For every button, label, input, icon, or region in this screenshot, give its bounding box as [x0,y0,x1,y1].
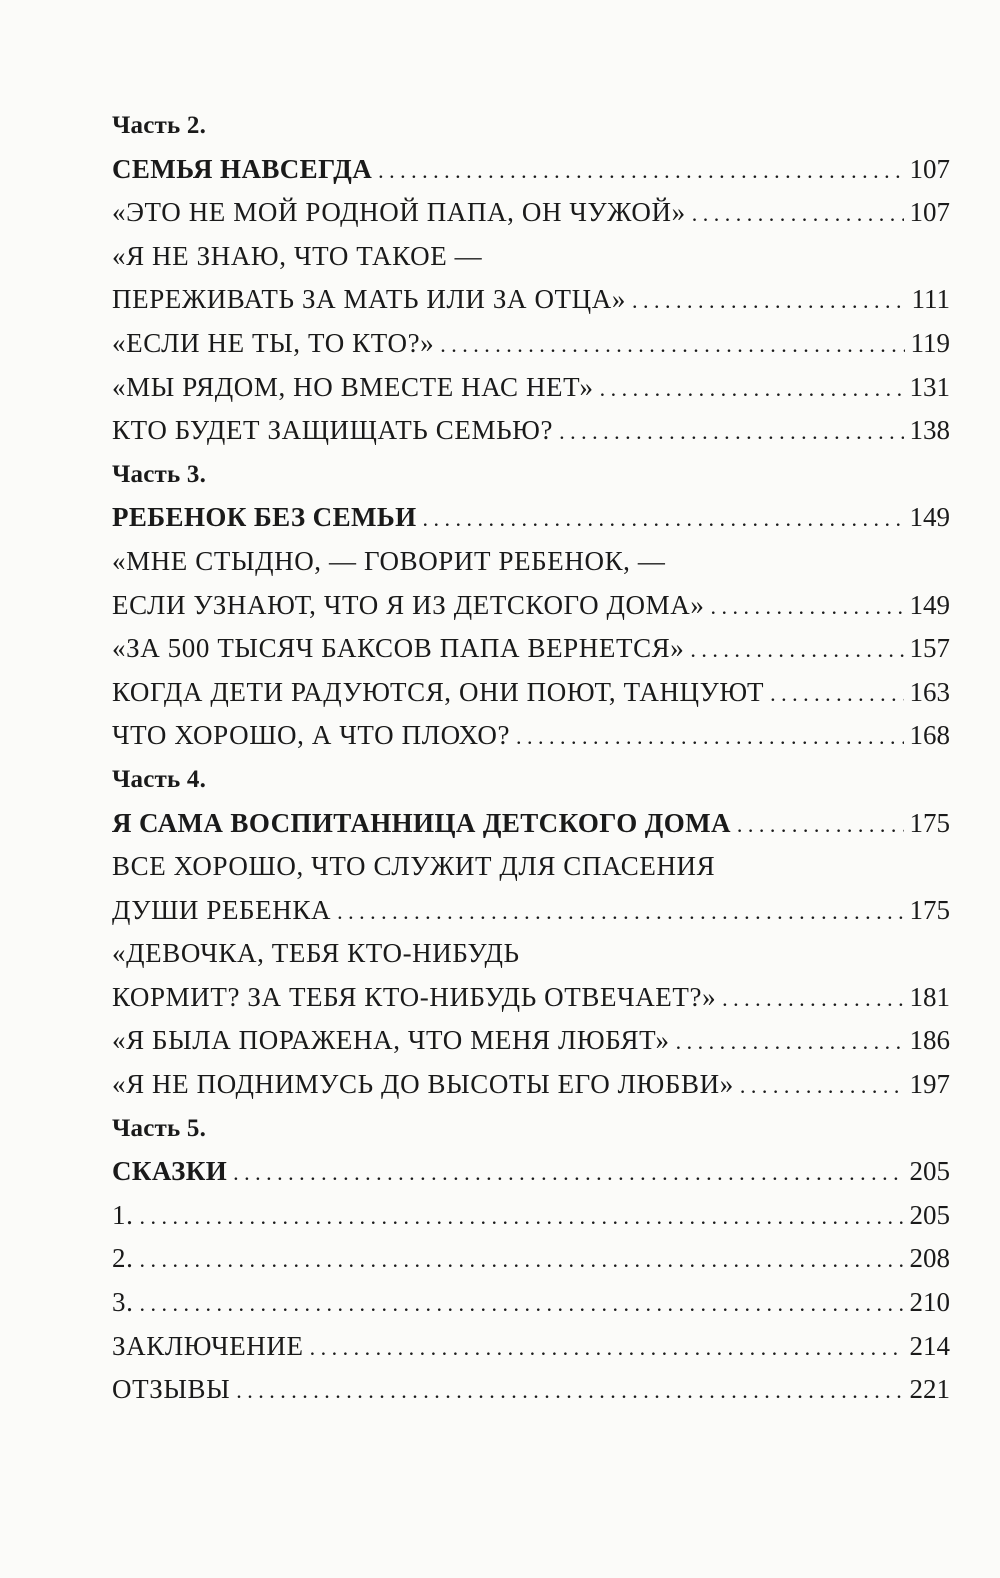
toc-entry [112,496,950,540]
entry-title: «МЫ РЯДОМ, НО ВМЕСТЕ НАС НЕТ» [112,371,594,402]
toc-entry [112,802,950,846]
dot-leader [516,715,903,759]
page-number: 149 [909,502,950,533]
page-number: 119 [910,327,950,358]
page-number: 157 [909,633,950,664]
page-number: 205 [909,1199,950,1230]
toc-entry [112,1063,950,1107]
page-number: 163 [909,676,950,707]
toc-entry-line [112,932,950,976]
dot-leader [139,1238,903,1282]
toc-entry [112,409,950,453]
toc-entry [112,1325,950,1369]
page-number: 175 [909,807,950,838]
dot-leader [337,890,903,934]
toc-entry-line [112,235,950,279]
entry-title: «ЭТО НЕ МОЙ РОДНОЙ ПАПА, ОН ЧУЖОЙ» [112,197,686,228]
dot-leader [139,1282,903,1326]
entry-title: КТО БУДЕТ ЗАЩИЩАТЬ СЕМЬЮ? [112,415,554,446]
entry-title: ОТЗЫВЫ [112,1374,231,1405]
part-label: Часть 5. [112,1114,207,1142]
entry-title: «ЗА 500 ТЫСЯЧ БАКСОВ ПАПА ВЕРНЕТСЯ» [112,633,685,664]
entry-title: ВСЕ ХОРОШО, ЧТО СЛУЖИТ ДЛЯ СПАСЕНИЯ [112,851,716,882]
toc-entry [112,1281,950,1325]
dot-leader [233,1151,903,1195]
toc-part-heading [112,758,950,802]
entry-title: КОРМИТ? ЗА ТЕБЯ КТО-НИБУДЬ ОТВЕЧАЕТ?» [112,981,717,1012]
page-number: 131 [909,371,950,402]
entry-title: ЕСЛИ УЗНАЮТ, ЧТО Я ИЗ ДЕТСКОГО ДОМА» [112,589,705,620]
toc-entry-line [112,845,950,889]
entry-title: ЧТО ХОРОШО, А ЧТО ПЛОХО? [112,720,511,751]
toc-entry [112,1368,950,1412]
entry-title: 3. [112,1287,134,1318]
entry-title: «Я НЕ ЗНАЮ, ЧТО ТАКОЕ — [112,240,483,271]
toc-entry-line [112,540,950,584]
dot-leader [676,1020,904,1064]
toc-entry [112,1237,950,1281]
dot-leader [722,977,903,1021]
toc-entry [112,976,950,1020]
dot-leader [236,1369,903,1413]
entry-title: «ЕСЛИ НЕ ТЫ, ТО КТО?» [112,327,435,358]
page-number: 107 [909,153,950,184]
page-number: 138 [909,415,950,446]
page-number: 168 [909,720,950,751]
dot-leader [740,1064,904,1108]
page-number: 221 [909,1374,950,1405]
toc-entry [112,278,950,322]
entry-title: «МНЕ СТЫДНО, — ГОВОРИТ РЕБЕНОК, — [112,545,666,576]
entry-title: РЕБЕНОК БЕЗ СЕМЬИ [112,502,417,533]
page-number: 111 [911,284,950,315]
dot-leader [600,367,904,411]
dot-leader [139,1195,903,1239]
page-number: 210 [909,1287,950,1318]
entry-title: КОГДА ДЕТИ РАДУЮТСЯ, ОНИ ПОЮТ, ТАНЦУЮТ [112,676,765,707]
part-label: Часть 3. [112,460,207,488]
dot-leader [692,192,904,236]
toc-entry [112,1194,950,1238]
dot-leader [559,410,903,454]
toc-entry [112,322,950,366]
toc-entry [112,671,950,715]
page-number: 197 [909,1069,950,1100]
dot-leader [378,149,903,193]
dot-leader [770,672,903,716]
toc-entry [112,191,950,235]
entry-title: ДУШИ РЕБЕНКА [112,894,332,925]
dot-leader [440,323,904,367]
entry-title: ЗАКЛЮЧЕНИЕ [112,1330,304,1361]
toc-entry [112,366,950,410]
entry-title: ПЕРЕЖИВАТЬ ЗА МАТЬ ИЛИ ЗА ОТЦА» [112,284,626,315]
entry-title: СЕМЬЯ НАВСЕГДА [112,153,373,184]
entry-title: 1. [112,1199,134,1230]
entry-title: Я САМА ВОСПИТАННИЦА ДЕТСКОГО ДОМА [112,807,731,838]
entry-title: 2. [112,1243,134,1274]
dot-leader [690,628,903,672]
entry-title: «Я НЕ ПОДНИМУСЬ ДО ВЫСОТЫ ЕГО ЛЮБВИ» [112,1069,734,1100]
dot-leader [632,279,906,323]
dot-leader [737,803,904,847]
toc-entry [112,148,950,192]
entry-title: «ДЕВОЧКА, ТЕБЯ КТО-НИБУДЬ [112,938,520,969]
dot-leader [423,497,904,541]
toc-entry [112,714,950,758]
entry-title: «Я БЫЛА ПОРАЖЕНА, ЧТО МЕНЯ ЛЮБЯТ» [112,1025,670,1056]
dot-leader [310,1326,904,1370]
entry-title: СКАЗКИ [112,1156,228,1187]
page-number: 205 [909,1156,950,1187]
toc-entry [112,889,950,933]
toc-part-heading [112,1107,950,1151]
part-label: Часть 4. [112,765,207,793]
page-number: 181 [909,981,950,1012]
toc-entry [112,584,950,628]
table-of-contents [112,104,950,1412]
toc-part-heading [112,453,950,497]
toc-entry [112,1019,950,1063]
page-number: 149 [909,589,950,620]
part-label: Часть 2. [112,112,207,139]
dot-leader [710,585,903,629]
toc-part-heading [112,104,950,148]
toc-entry [112,627,950,671]
page-number: 107 [909,197,950,228]
page-number: 208 [909,1243,950,1274]
page-number: 175 [909,894,950,925]
page-number: 186 [909,1025,950,1056]
toc-entry [112,1150,950,1194]
page-number: 214 [909,1330,950,1361]
